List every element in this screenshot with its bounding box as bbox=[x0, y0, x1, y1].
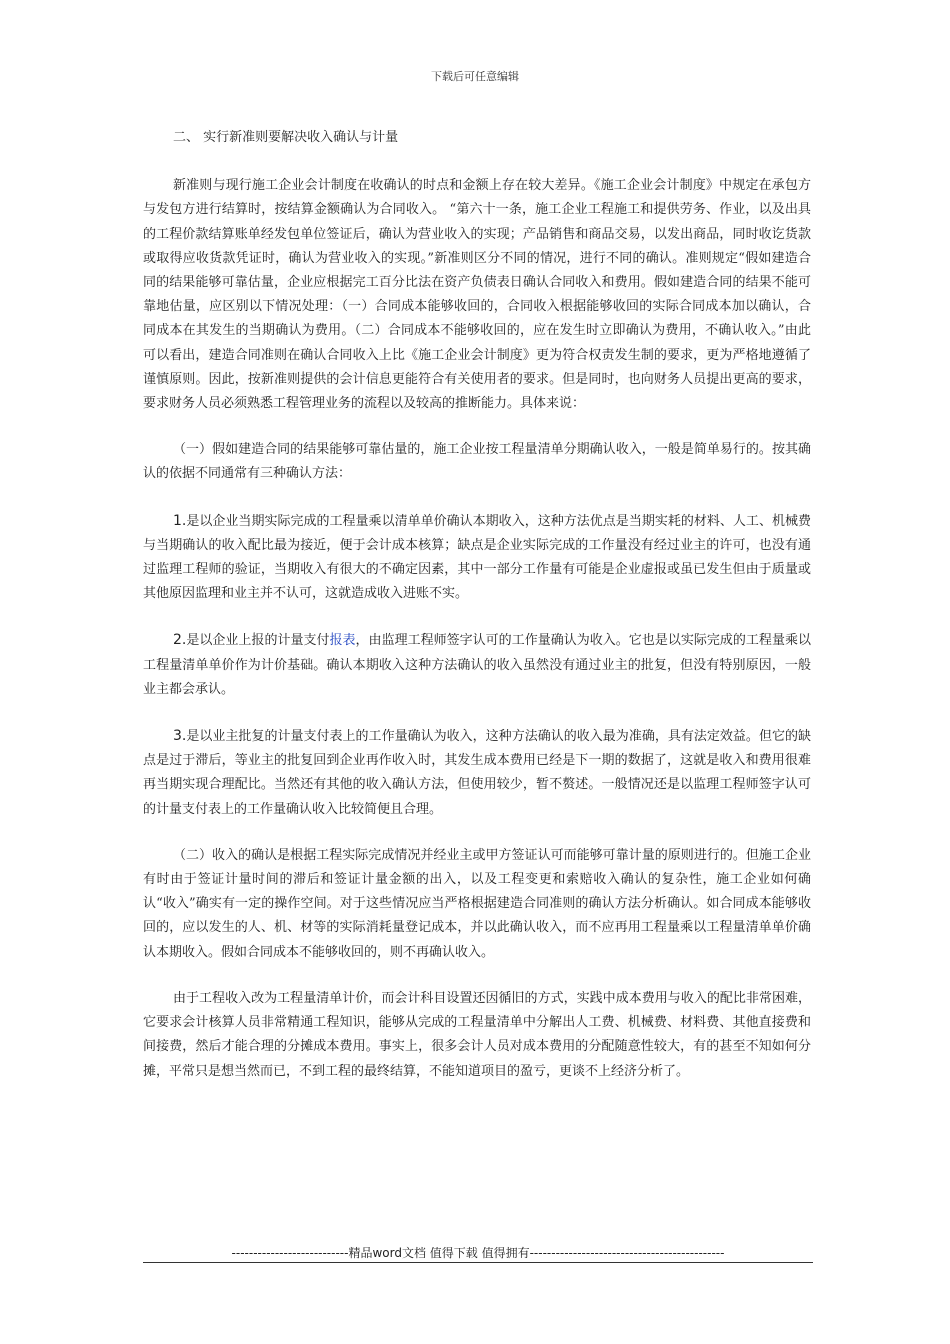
list-number-1: 1. bbox=[173, 512, 187, 529]
section-heading: 二、 实行新准则要解决收入确认与计量 bbox=[173, 130, 399, 145]
paragraph-2: （一）假如建造合同的结果能够可靠估量的，施工企业按工程量清单分期确认收入，一般是简单易行的。按其确认的依据不同通常有三种确认方法： bbox=[143, 442, 811, 482]
page-footer: ---------------------------精品word文档 值得下载 值得拥有--------------------------------------------- bbox=[231, 1246, 725, 1260]
paragraph-3-text: 是以企业当期实际完成的工程量乘以清单单价确认本期收入，这种方法优点是当期实耗的材料、人工、机械费与当期确认的收入配比最为接近，便于会计成本核算；缺点是企业实际完成的工作量没有经过业主的许可，也没有通过监理工程师的验证，当期收入有很大的不确定因素，其中一部分工作量有可能是企业虚报或虽已发生但由于质量或其他原因监理和业主并不认可，这就造成收入进账不实。 bbox=[143, 513, 811, 602]
paragraph-4-text-b: ，由监理工程师签字认可的工作量确认为收入。它也是以实际完成的工程量乘以工程量清单单价作为计价基础。确认本期收入这种方法确认的收入虽然没有通过业主的批复，但没有特别原因，一般业主都会承认。 bbox=[143, 633, 811, 697]
paragraph-7: 由于工程收入改为工程量清单计价，而会计科目设置还因循旧的方式，实践中成本费用与收入的配比非常困难，它要求会计核算人员非常精通工程知识，能够从完成的工程量清单中分解出人工费、机械费、材料费、其他直接费和间接费，然后才能合理的分摊成本费用。事实上，很多会计人员对成本费用的分配随意性较大，有的甚至不知如何分摊，平常只是想当然而已，不到工程的最终结算，不能知道项目的盈亏，更谈不上经济分析了。 bbox=[143, 990, 811, 1079]
document-body bbox=[143, 126, 811, 1106]
footer-divider bbox=[143, 1262, 813, 1263]
paragraph-1: 新准则与现行施工企业会计制度在收确认的时点和金额上存在较大差异。《施工企业会计制度》中规定在承包方与发包方进行结算时，按结算金额确认为合同收入。 “第六十一条，施工企业工程施工和提供劳务、作业，以及出具的工程价款结算账单经发包单位签证后，确认为营业收入的实现；产品销售和商品交易，以发出商品，同时收讫货款或取得应收货款凭证时，确认为营业收入的实现。”新准则区分不同的情况，进行不同的确认。准则规定“假如建造合同的结果能够可靠估量，企业应根据完工百分比法在资产负债表日确认合同收入和费用。假如建造合同的结果不能可靠地估量，应区别以下情况处理：（一）合同成本能够收回的，合同收入根据能够收回的实际合同成本加以确认，合同成本在其发生的当期确认为费用。（二）合同成本不能够收回的，应在发生时立即确认为费用，不确认收入。”由此可以看出，建造合同准则在确认合同收入上比《施工企业会计制度》更为符合权责发生制的要求，更为严格地遵循了谨慎原则。因此，按新准则提供的会计信息更能符合有关使用者的要求。但是同时，也向财务人员提出更高的要求，要求财务人员必须熟悉工程管理业务的流程以及较高的推断能力。具体来说： bbox=[143, 178, 811, 412]
paragraph-3 bbox=[143, 509, 811, 607]
paragraph-6: （二）收入的确认是根据工程实际完成情况并经业主或甲方签证认可而能够可靠计量的原则进行的。但施工企业有时由于签证计量时间的滞后和签证计量金额的出入，以及工程变更和索赔收入确认的复杂性，施工企业如何确认“收入”确实有一定的操作空间。对于这些情况应当严格根据建造合同准则的确认方法分析确认。如合同成本能够收回的，应以发生的人、机、材等的实际消耗量登记成本，并以此确认收入，而不应再用工程量乘以工程量清单单价确认本期收入。假如合同成本不能够收回的，则不再确认收入。 bbox=[143, 847, 811, 960]
list-number-2: 2. bbox=[173, 632, 187, 649]
report-link[interactable]: 报表 bbox=[329, 633, 356, 649]
paragraph-4-text-a: 是以企业上报的计量支付 bbox=[186, 633, 330, 649]
paragraph-5-text: 是以业主批复的计量支付表上的工作量确认为收入，这种方法确认的收入最为准确，具有法定效益。但它的缺点是过于滞后，等业主的批复回到企业再作收入时，其发生成本费用已经是下一期的数据了，这就是收入和费用很难再当期实现合理配比。当然还有其他的收入确认方法，但使用较少，暂不赘述。一般情况还是以监理工程师签字认可的计量支付表上的工作量确认收入比较简便且合理。 bbox=[143, 729, 811, 817]
page-header: 下载后可任意编辑 bbox=[431, 70, 519, 83]
paragraph-5 bbox=[143, 724, 811, 822]
paragraph-4 bbox=[143, 628, 811, 702]
list-number-3: 3. bbox=[173, 728, 187, 745]
